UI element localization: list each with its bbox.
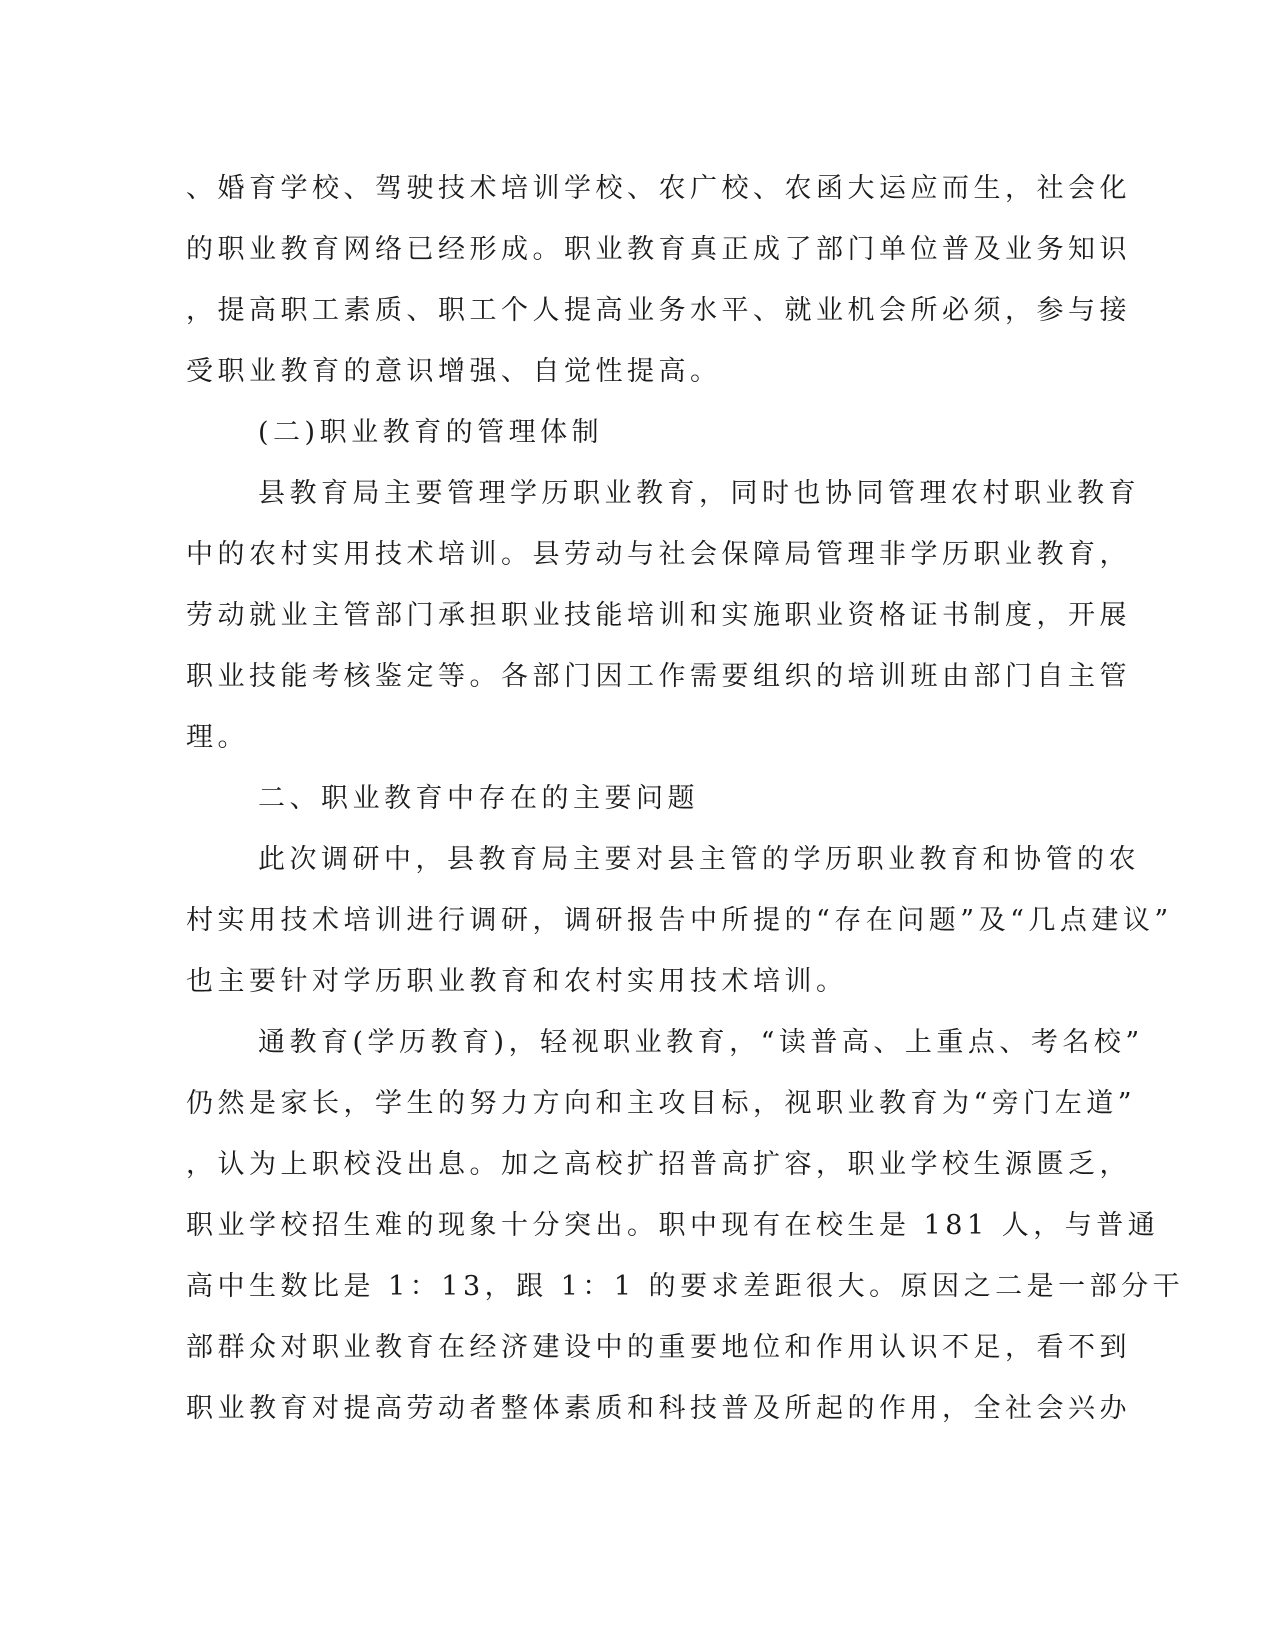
- paragraph-line: 理。: [186, 722, 249, 753]
- paragraph-line: 高中生数比是 1：13，跟 1：1 的要求差距很大。原因之二是一部分干: [186, 1271, 1185, 1302]
- section-heading: (二)职业教育的管理体制: [258, 417, 604, 448]
- paragraph-line: 职业技能考核鉴定等。各部门因工作需要组织的培训班由部门自主管: [186, 661, 1131, 692]
- paragraph-line: ，认为上职校没出息。加之高校扩招普高扩容，职业学校生源匮乏，: [186, 1149, 1131, 1180]
- paragraph-line: 部群众对职业教育在经济建设中的重要地位和作用认识不足，看不到: [186, 1332, 1131, 1363]
- paragraph-line: 的职业教育网络已经形成。职业教育真正成了部门单位普及业务知识: [186, 234, 1131, 265]
- section-heading: 二、职业教育中存在的主要问题: [258, 783, 699, 814]
- document-body: [186, 158, 1185, 1439]
- paragraph-line: 县教育局主要管理学历职业教育，同时也协同管理农村职业教育: [258, 478, 1140, 509]
- paragraph-line: 劳动就业主管部门承担职业技能培训和实施职业资格证书制度，开展: [186, 600, 1131, 631]
- paragraph-line: 职业学校招生难的现象十分突出。职中现有在校生是 181 人，与普通: [186, 1210, 1160, 1241]
- paragraph-line: 也主要针对学历职业教育和农村实用技术培训。: [186, 966, 848, 997]
- paragraph-line: 、婚育学校、驾驶技术培训学校、农广校、农函大运应而生，社会化: [186, 173, 1131, 204]
- paragraph-line: ，提高职工素质、职工个人提高业务水平、就业机会所必须，参与接: [186, 295, 1131, 326]
- paragraph-line: 仍然是家长，学生的努力方向和主攻目标，视职业教育为“旁门左道”: [186, 1088, 1137, 1119]
- paragraph-line: 村实用技术培训进行调研，调研报告中所提的“存在问题”及“几点建议”: [186, 905, 1173, 936]
- paragraph-line: 此次调研中，县教育局主要对县主管的学历职业教育和协管的农: [258, 844, 1140, 875]
- paragraph-line: 职业教育对提高劳动者整体素质和科技普及所起的作用，全社会兴办: [186, 1393, 1131, 1424]
- paragraph-line: 通教育(学历教育)，轻视职业教育，“读普高、上重点、考名校”: [258, 1027, 1144, 1058]
- paragraph-line: 受职业教育的意识增强、自觉性提高。: [186, 356, 722, 387]
- paragraph-line: 中的农村实用技术培训。县劳动与社会保障局管理非学历职业教育，: [186, 539, 1131, 570]
